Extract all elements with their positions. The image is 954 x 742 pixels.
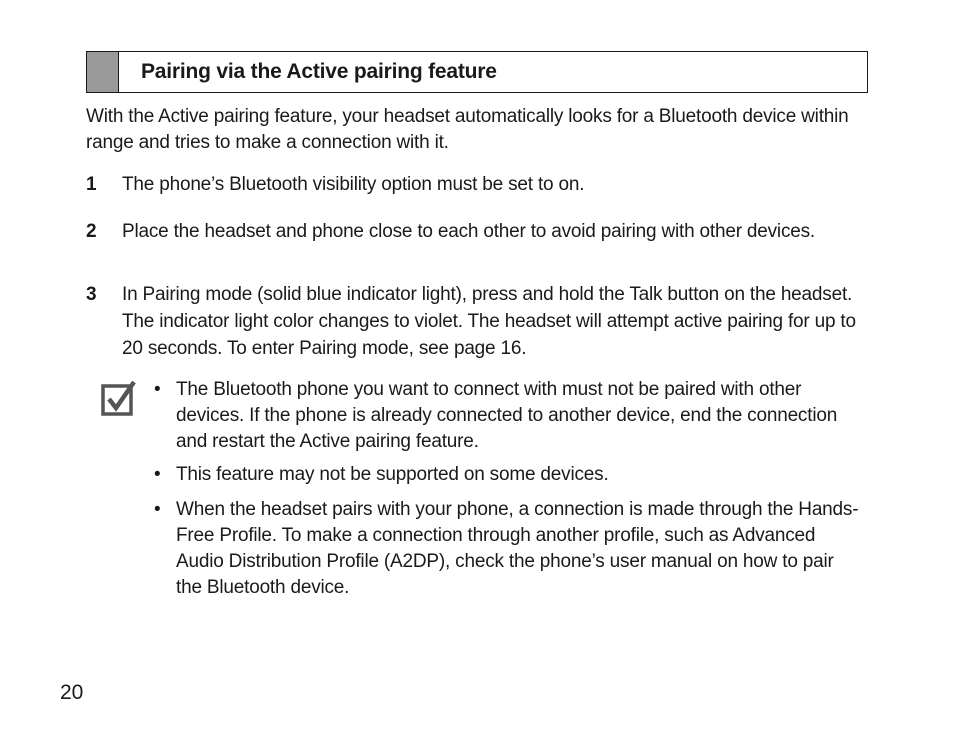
step-number: 1	[86, 174, 97, 195]
note-text: This feature may not be supported on some devices.	[176, 464, 609, 485]
step-text: The phone’s Bluetooth visibility option must be set to on.	[122, 174, 585, 195]
section-marker	[87, 52, 119, 92]
page-number: 20	[60, 681, 84, 704]
checkbox-note-icon	[101, 380, 137, 416]
step-number: 2	[86, 221, 97, 242]
section-header	[86, 51, 868, 93]
step-number: 3	[86, 284, 97, 305]
intro-paragraph: With the Active pairing feature, your headset automatically looks for a Bluetooth device within range and tries to make a connection with it.	[86, 106, 849, 153]
step-2	[86, 218, 866, 245]
step-text: In Pairing mode (solid blue indicator light), press and hold the Talk button on the headset. The indicator light color changes to violet. The headset will attempt active pairing for up to 20 seconds. To enter Pairing mode, see page 16.	[122, 284, 856, 359]
note-item-3	[154, 497, 859, 601]
note-item-2	[154, 462, 859, 488]
step-3	[86, 281, 866, 362]
step-1	[86, 171, 866, 198]
section-title: Pairing via the Active pairing feature	[141, 60, 497, 83]
note-text: When the headset pairs with your phone, a connection is made through the Hands-Free Profile. To make a connection through another profile, such as Advanced Audio Distribution Profile (A2DP), check the phone’s user manual on how to pair the Bluetooth device.	[176, 499, 859, 598]
bullet: •	[154, 464, 161, 485]
note-item-1	[154, 377, 859, 455]
note-text: The Bluetooth phone you want to connect with must not be paired with other devices. If the phone is already connected to another device, end the connection and restart the Active pairing feature.	[176, 379, 838, 452]
bullet: •	[154, 499, 161, 520]
bullet: •	[154, 379, 161, 400]
step-text: Place the headset and phone close to each other to avoid pairing with other devices.	[122, 221, 816, 242]
